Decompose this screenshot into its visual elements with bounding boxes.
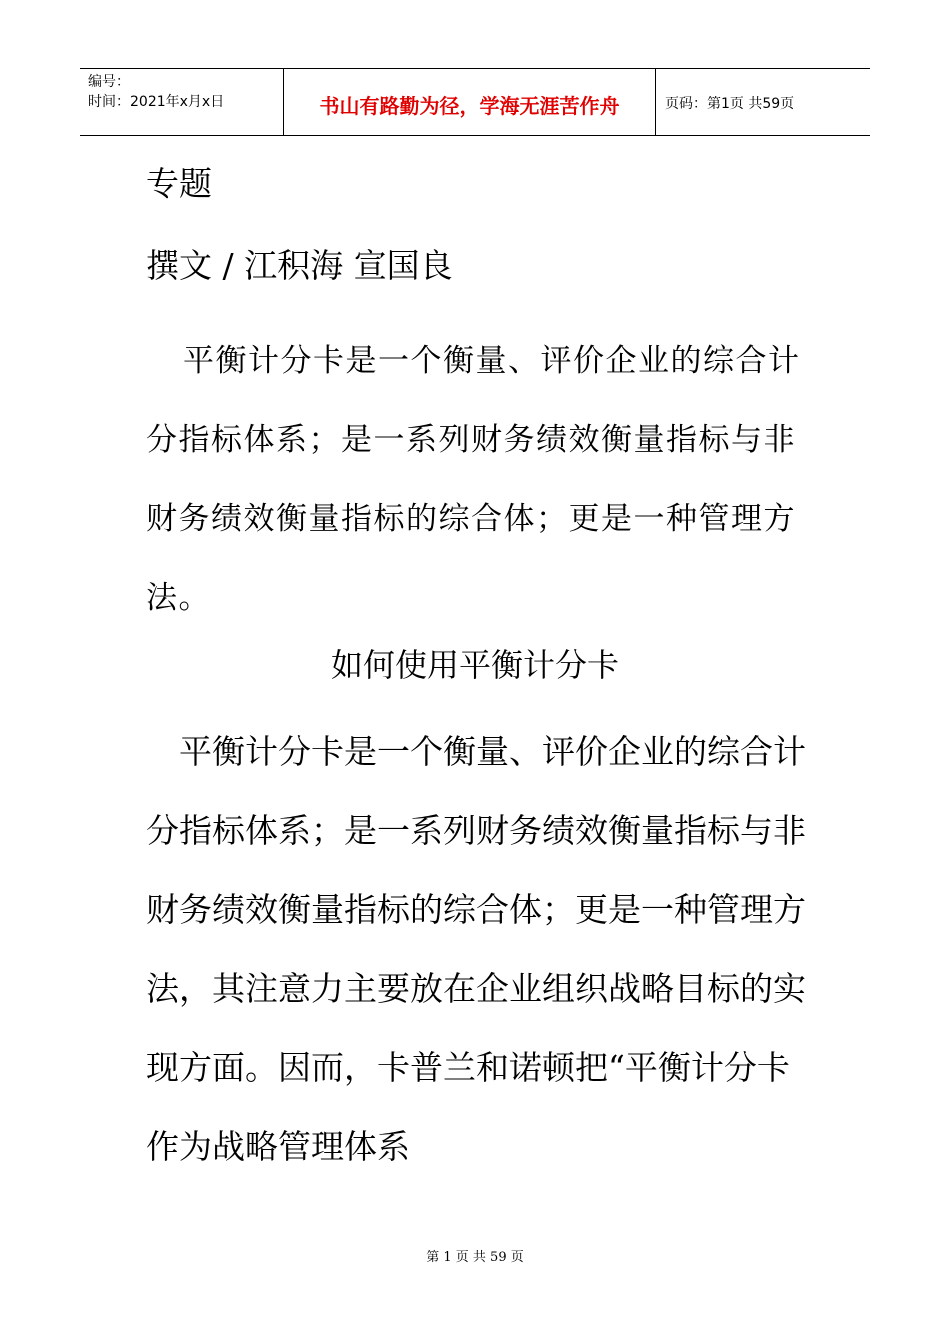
header-meta <box>80 69 283 135</box>
header-page-info: 页码：第1页 共59页 <box>665 96 795 112</box>
page-footer: 第 1 页 共 59 页 <box>426 1250 524 1265</box>
section-heading: 如何使用平衡计分卡 <box>330 646 619 684</box>
page-header <box>80 68 870 136</box>
header-motto: 书山有路勤为径，学海无涯苦作舟 <box>283 69 656 135</box>
serial-number-label: 编号： <box>88 74 130 90</box>
intro-paragraph: 平衡计分卡是一个衡量、评价企业的综合计分指标体系；是一系列财务绩效衡量指标与非财务绩效衡量指标的综合体；更是一种管理方法。 <box>146 343 801 616</box>
date-label: 时间：2021年x月x日 <box>88 94 225 110</box>
body-paragraph: 平衡计分卡是一个衡量、评价企业的综合计分指标体系；是一系列财务绩效衡量指标与非财务绩效衡量指标的综合体；更是一种管理方法，其注意力主要放在企业组织战略目标的实现方面。因而，卡普兰和诺顿把“平衡计分卡作为战略管理体系 <box>146 732 806 1166</box>
topic-label: 专题 <box>146 164 212 203</box>
author-line: 撰文 / 江积海 宣国良 <box>146 246 453 285</box>
